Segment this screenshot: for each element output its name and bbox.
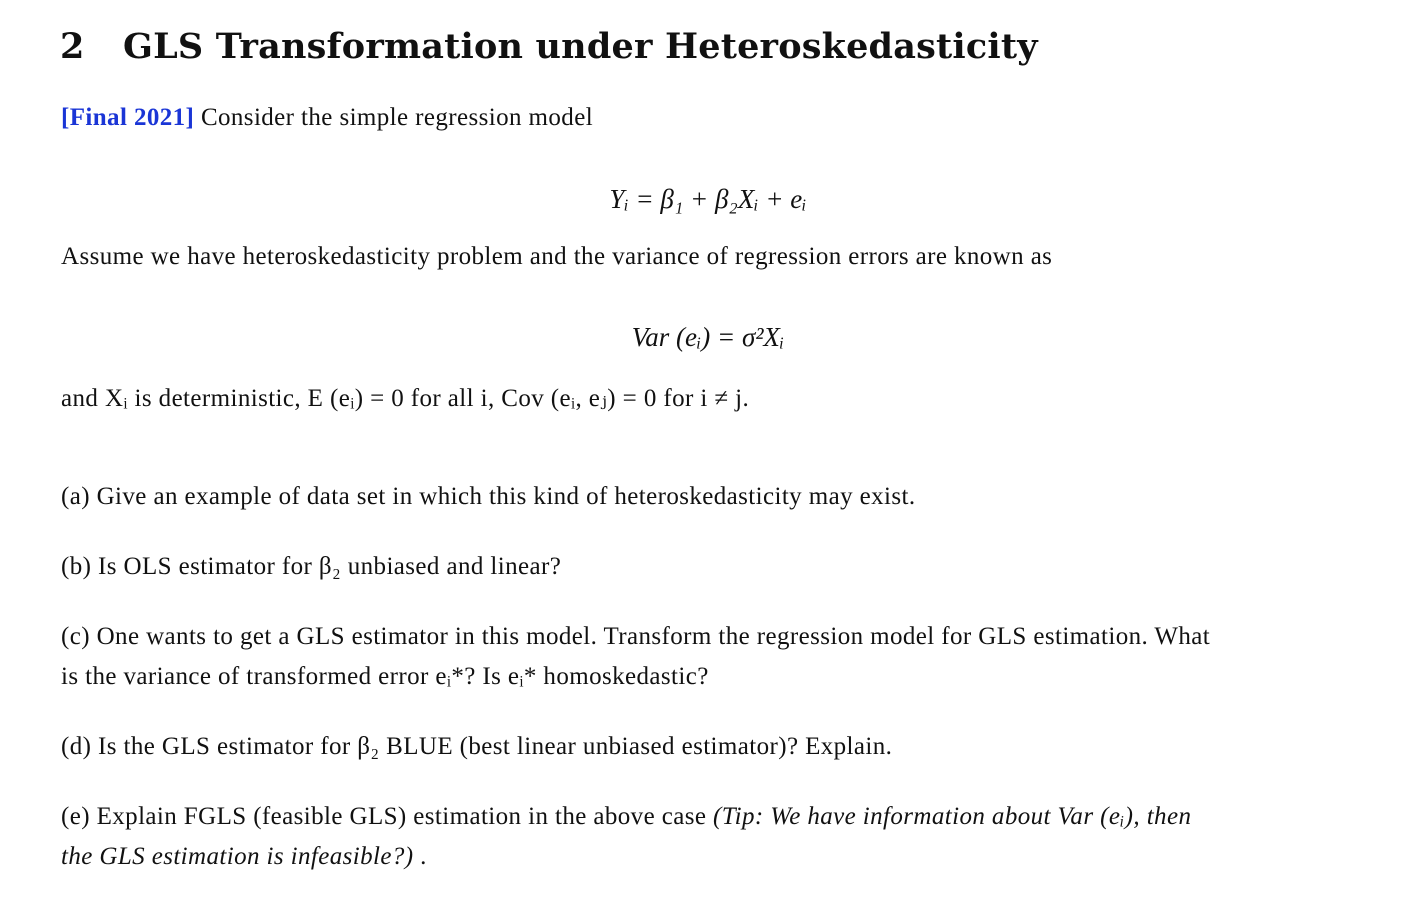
question-a: (a) Give an example of data set in which this kind of heteroskedasticity may exist. <box>61 483 916 510</box>
question-e-period: . <box>420 843 427 870</box>
variance-equation: Var (eᵢ) = σ²Xᵢ <box>631 322 785 352</box>
question-c-line-2: is the variance of transformed error eᵢ*? Is eᵢ* homoskedastic? <box>61 663 709 690</box>
question-b: (b) Is OLS estimator for β₂ unbiased and linear? <box>61 553 562 580</box>
assumption-text: Assume we have heteroskedasticity problem and the variance of regression errors are known as <box>61 243 1053 270</box>
intro-text: Consider the simple regression model <box>200 104 594 131</box>
section-heading <box>60 26 1038 67</box>
question-d: (d) Is the GLS estimator for β₂ BLUE (best linear unbiased estimator)? Explain. <box>61 733 893 760</box>
question-e-line-1 <box>61 803 1191 831</box>
question-e-tip: (Tip: We have information about Var (eᵢ), then <box>713 803 1192 830</box>
question-c-line-1: (c) One wants to get a GLS estimator in this model. Transform the regression model for GLS estimation. What <box>61 623 1211 650</box>
intro-line <box>61 104 593 132</box>
question-e-line-2 <box>61 843 427 871</box>
question-e-tip-continued: the GLS estimation is infeasible?) <box>61 843 414 870</box>
conditions-text: and Xᵢ is deterministic, E (eᵢ) = 0 for all i, Cov (eᵢ, eⱼ) = 0 for i ≠ j. <box>61 385 750 412</box>
question-e-text: (e) Explain FGLS (feasible GLS) estimation in the above case <box>61 803 707 830</box>
section-number: 2 <box>60 26 85 67</box>
section-title: GLS Transformation under Heteroskedasticity <box>123 26 1038 67</box>
exam-tag-link[interactable]: [Final 2021] <box>61 104 195 131</box>
regression-equation: Yᵢ = β₁ + β₂Xᵢ + eᵢ <box>609 184 807 214</box>
